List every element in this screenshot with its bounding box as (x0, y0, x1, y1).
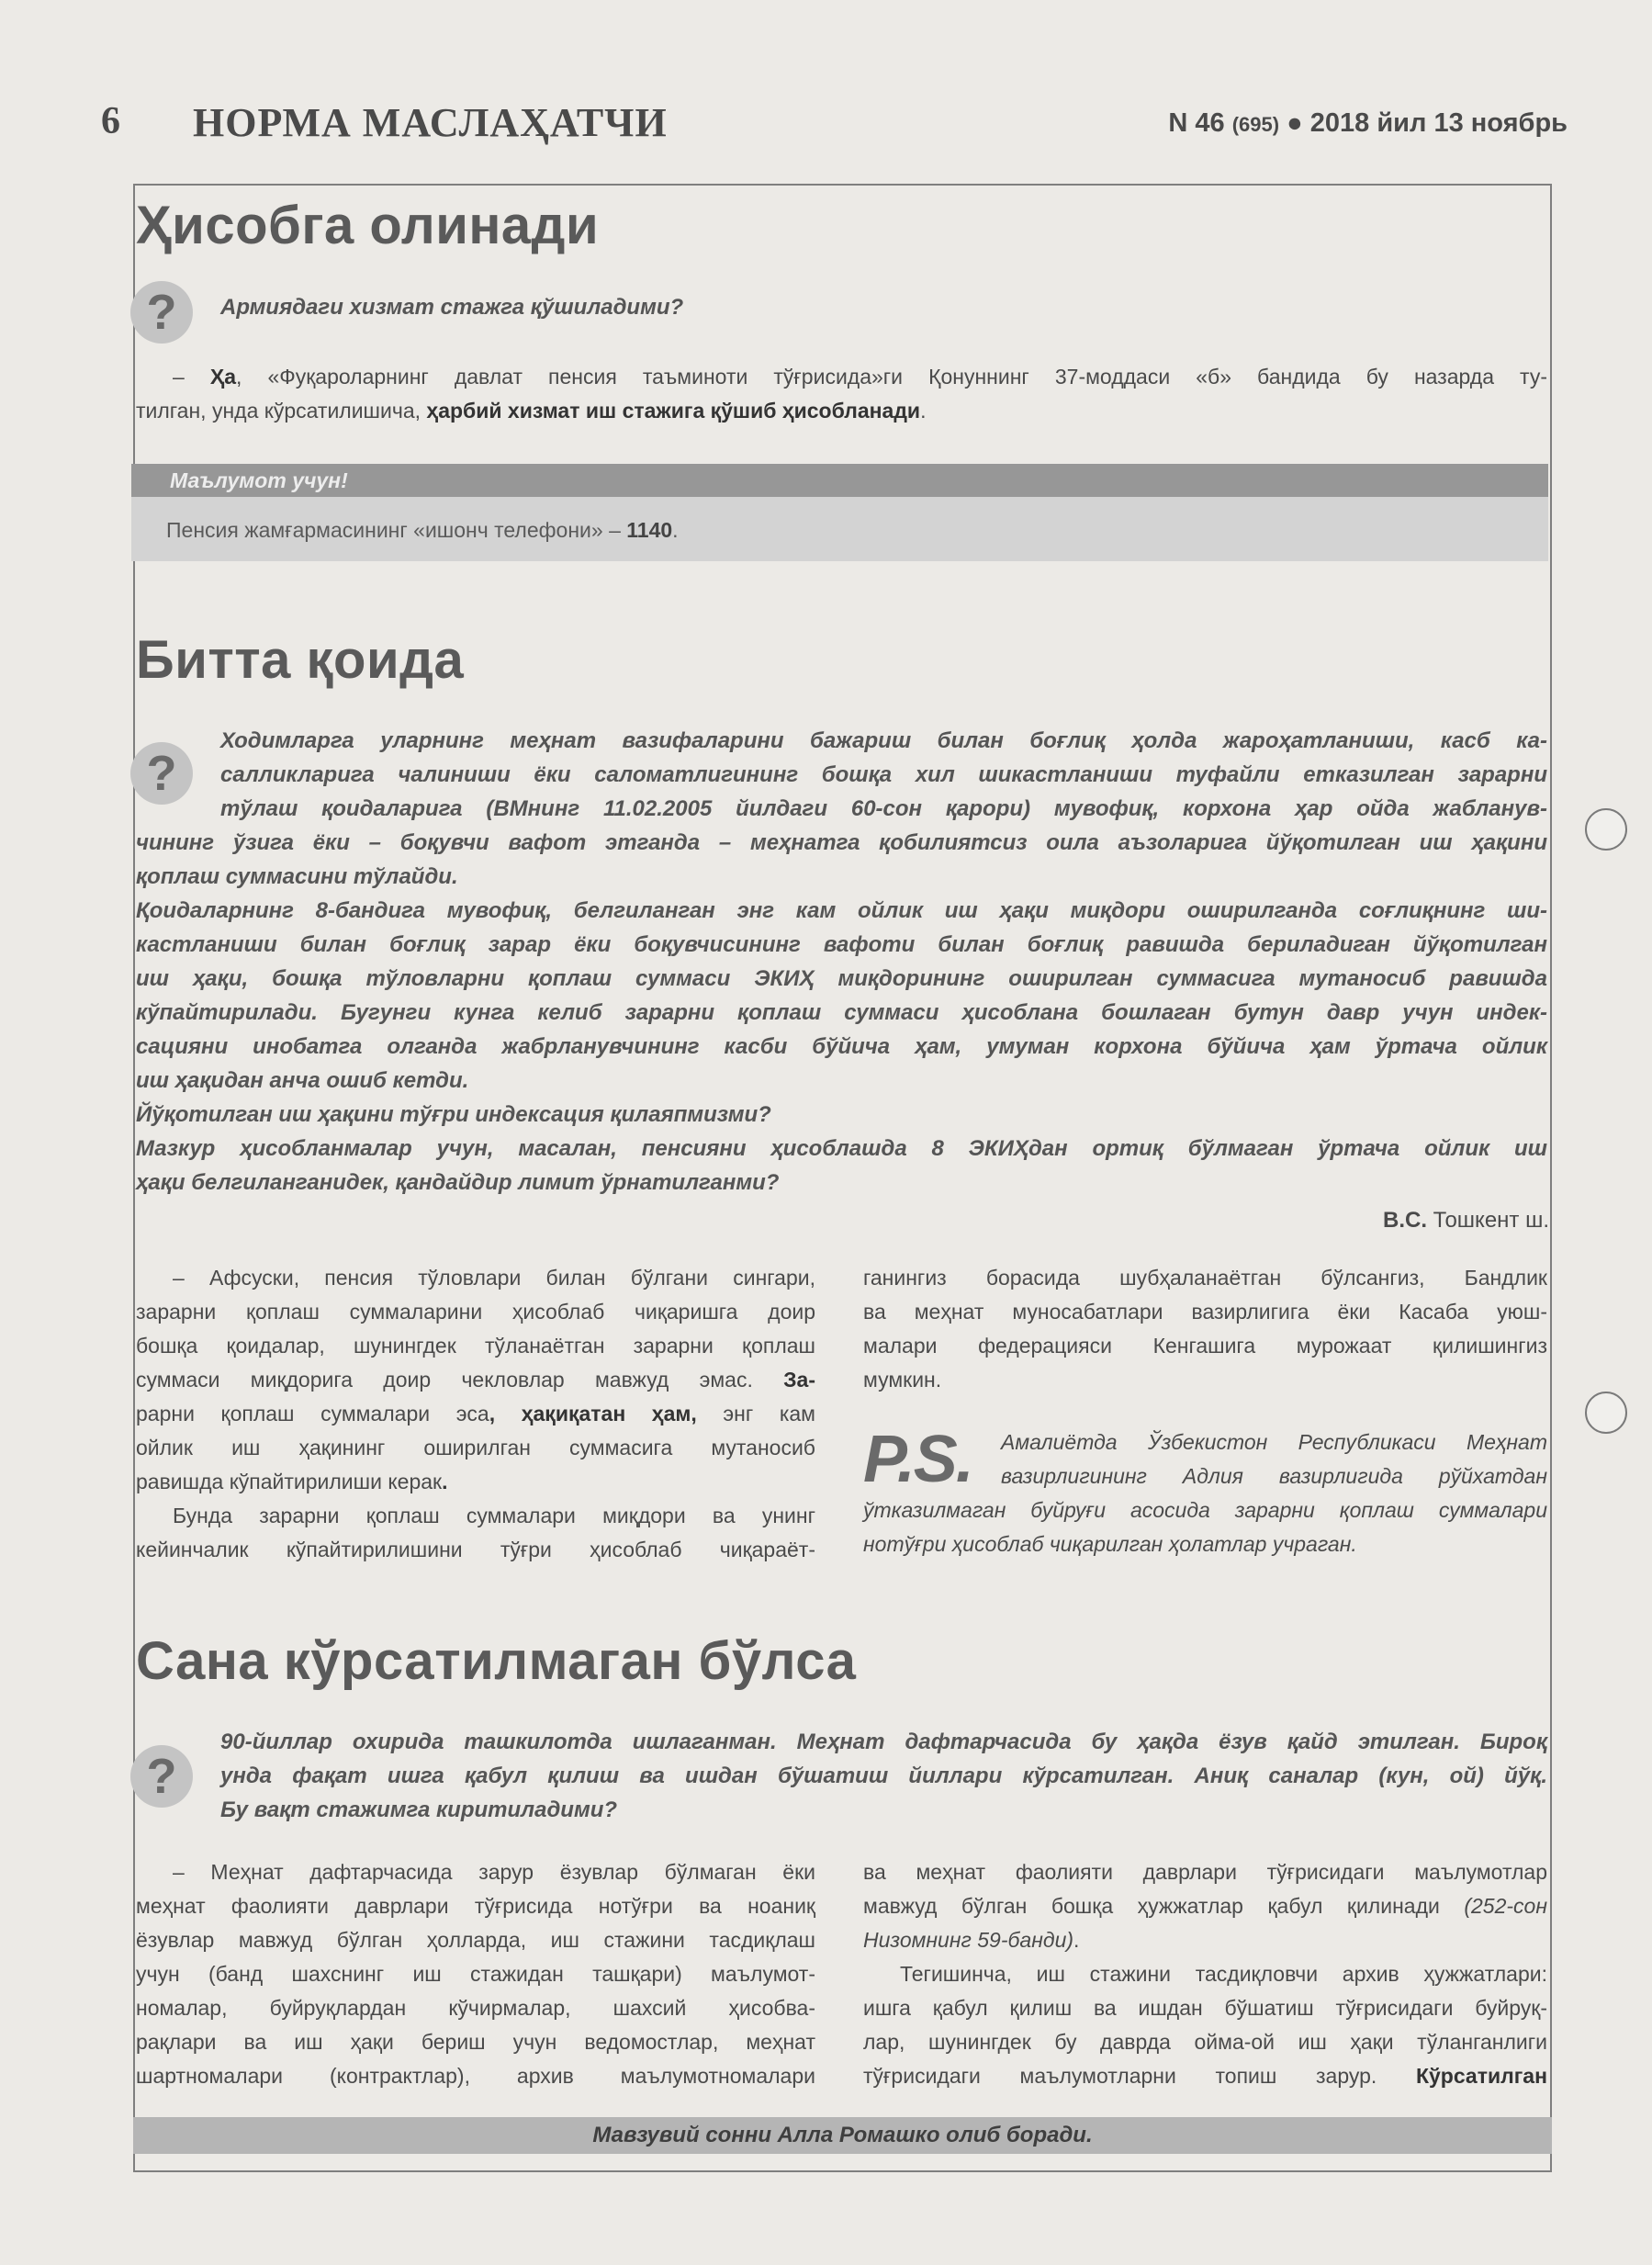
text-segment: Қоидаларнинг 8-бандига мувофиқ, белгиланган энг кам ойлик иш ҳақи миқдори оширилганда соғлиқнинг ши- (136, 898, 1547, 923)
ps-mark: P.S. (863, 1423, 972, 1496)
signature-city: Тошкент ш. (1433, 1208, 1549, 1233)
text-line (136, 928, 1547, 962)
text-line (136, 1098, 1547, 1132)
issue-number: N 46 (1168, 108, 1225, 138)
text-line (136, 2059, 815, 2093)
text-line (136, 1957, 815, 1991)
text-segment: ҳақи белгиланганидек, қандайдир лимит ўрнатилганми? (136, 1170, 780, 1195)
text-segment: ўтказилмаган буйруғи асосида зарарни қоплаш суммалари (863, 1498, 1547, 1522)
text-segment: – Афсуски, пенсия тўловлари билан бўлгани сингари, (173, 1266, 815, 1290)
text-line (863, 1261, 1547, 1295)
text-line (136, 1329, 815, 1363)
question-text (220, 1725, 1547, 1827)
binder-hole (1585, 808, 1627, 851)
text-segment: Йўқотилган иш ҳақини тўғри индексация қилаяпмизми? (136, 1102, 771, 1127)
text-segment: . (1073, 1928, 1080, 1952)
text-line (863, 1855, 1547, 1889)
bullet: ● (1287, 108, 1303, 138)
section-title: Сана кўрсатилмаган бўлса (136, 1631, 857, 1691)
text-line (863, 1923, 1547, 1957)
text-line (136, 1030, 1547, 1064)
text-line (863, 1527, 1547, 1561)
text-line (136, 792, 1547, 826)
emphasis-text: Низомнинг 59-банди) (863, 1928, 1074, 1952)
issue-serial: (695) (1231, 113, 1280, 136)
emphasis-text: Ҳа (209, 365, 236, 389)
text-segment: рақлари ва иш ҳақи бериш учун ведомостлар, меҳнат (136, 2030, 815, 2054)
text-line (136, 894, 1547, 928)
text-line (136, 1363, 815, 1397)
text-segment: қоплаш суммасини тўлайди. (136, 864, 458, 889)
text-line (136, 1397, 815, 1431)
emphasis-text: (252-сон (1464, 1894, 1547, 1918)
text-segment: вазирлигининг Адлия вазирлигида рўйхатдан (1001, 1464, 1547, 1488)
text-segment: унда фақат ишга қабул қилиш ва ишдан бўшатиш йиллари кўрсатилган. Аниқ саналар (кун, ой) йўқ. (220, 1764, 1547, 1788)
text-segment: ва меҳнат муносабатлари вазирлигига ёки Касаба уюш- (863, 1300, 1547, 1324)
text-segment: меҳнат фаолияти даврлари тўғрисида нотўғри ва ноаниқ (136, 1894, 815, 1918)
binder-hole (1585, 1392, 1627, 1434)
text-line (136, 962, 1547, 996)
text-segment: , «Фуқароларнинг давлат пенсия таъминоти тўғрисида»ги Қонуннинг 37-моддаси «б» бандида бу назарда ту- (236, 365, 1547, 389)
text-line (136, 724, 1547, 758)
question-text (136, 724, 1547, 1200)
text-line (136, 1923, 815, 1957)
text-segment: – Меҳнат дафтарчасида зарур ёзувлар бўлмаган ёки (173, 1860, 815, 1884)
text-segment: Мазкур ҳисобланмалар учун, масалан, пенсияни ҳисоблашда 8 ЭКИҲдан ортиқ бўлмаган ўртача ойлик иш (136, 1136, 1547, 1161)
text-segment: – (173, 365, 210, 389)
text-line (863, 1425, 1547, 1459)
text-line (863, 2025, 1547, 2059)
text-line (136, 1991, 815, 2025)
text-segment: учун (банд шахснинг иш стажидан ташқари) маълумот- (136, 1962, 815, 1986)
text-line (136, 1431, 815, 1465)
section-title: Ҳисобга олинади (136, 196, 600, 255)
text-segment: Бу вақт стажимга киритиладими? (220, 1797, 618, 1822)
text-line (136, 394, 1547, 428)
hotline-number: 1140 (626, 518, 673, 542)
text-line (136, 1465, 815, 1499)
publication-title: НОРМА МАСЛАҲАТЧИ (193, 100, 668, 145)
text-segment: иш ҳақидан анча ошиб кетди. (136, 1068, 469, 1093)
text-line (863, 1329, 1547, 1363)
text-segment: зарарни қоплаш суммаларини ҳисоблаб чиқаришга доир (136, 1300, 815, 1324)
answer-column-right (863, 1261, 1547, 1397)
text-line (863, 1295, 1547, 1329)
text-line (220, 1793, 1547, 1827)
text-line (136, 1295, 815, 1329)
question-icon: ? (130, 1745, 193, 1808)
text-line (220, 1725, 1547, 1759)
text-line (863, 1889, 1547, 1923)
text-line (220, 1759, 1547, 1793)
text-line (136, 2025, 815, 2059)
text-line (863, 1957, 1547, 1991)
text-line (136, 996, 1547, 1030)
text-segment: нотўғри ҳисоблаб чиқарилган ҳолатлар учраган. (863, 1532, 1357, 1556)
text-line (136, 826, 1547, 860)
text-line (136, 1064, 1547, 1098)
ps-text (863, 1425, 1547, 1561)
text-segment: Тегишинча, иш стажини тасдиқловчи архив ҳужжатлари: (900, 1962, 1547, 1986)
section-title: Битта қоида (136, 630, 465, 690)
text-line (136, 860, 1547, 894)
text-line (863, 1991, 1547, 2025)
text-segment: Ходимларга уларнинг меҳнат вазифаларини бажариш билан боғлиқ ҳолда жароҳатланиши, касб ка- (220, 728, 1547, 753)
text-segment: тилган, унда кўрсатилишича, (136, 399, 427, 423)
text-segment: ганингиз борасида шубҳаланаётган бўлсангиз, Бандлик (863, 1266, 1547, 1290)
question-icon: ? (130, 742, 193, 805)
info-text: Пенсия жамғармасининг «ишонч телефони» – (166, 518, 621, 542)
text-segment: 90-йиллар охирида ташкилотда ишлаганман. Меҳнат дафтарчасида бу ҳақда ёзув қайд этилган. Бироқ (220, 1730, 1547, 1754)
question-icon: ? (130, 281, 193, 344)
text-segment: тўғрисидаги маълумотларни топиш зарур. (863, 2064, 1416, 2088)
text-line (136, 1499, 815, 1533)
text-segment: кўпайтирилади. Бугунги кунга келиб зарарни қоплаш суммаси ҳисоблана бошлаган бутун давр учун индек- (136, 1000, 1547, 1025)
text-segment: мумкин. (863, 1368, 942, 1392)
page-number: 6 (101, 100, 120, 142)
text-segment: рарни қоплаш суммалари эса (136, 1402, 489, 1425)
text-line (136, 758, 1547, 792)
issue-date: 2018 йил 13 ноябрь (1309, 108, 1568, 138)
text-segment: тўлаш қоидаларига (ВМнинг 11.02.2005 йилдаги 60-сон қарори) мувофиқ, корхона ҳар ойда жабланув- (220, 796, 1547, 821)
text-line (136, 1855, 815, 1889)
text-segment: сацияни инобатга олганда жабрланувчининг касби бўйича ҳам, умуман корхона бўйича ҳам ўртача ойлик (136, 1034, 1547, 1059)
text-line (136, 1889, 815, 1923)
text-segment: иш ҳақи, бошқа тўловларни қоплаш суммаси ЭКИҲ миқдорининг оширилган суммасига мутаносиб равишда (136, 966, 1547, 991)
text-segment: лар, шунингдек бу даврда ойма-ой иш ҳақи тўланганлиги (863, 2030, 1547, 2054)
text-segment: ойлик иш ҳақининг оширилган суммасига мутаносиб (136, 1436, 815, 1459)
emphasis-text: . (442, 1470, 448, 1493)
text-segment: кейинчалик кўпайтирилишини тўғри ҳисоблаб чиқараёт- (136, 1538, 815, 1561)
text-line (863, 1363, 1547, 1397)
text-segment: ва меҳнат фаолияти даврлари тўғрисидаги маълумотлар (863, 1860, 1547, 1884)
issue-info (1168, 108, 1568, 139)
editor-credit: Мавзувий сонни Алла Ромашко олиб боради. (133, 2117, 1552, 2154)
info-box-title: Маълумот учун! (131, 464, 1548, 497)
info-end: . (672, 518, 679, 542)
text-line (863, 1459, 1547, 1493)
text-segment: малари федерацияси Кенгашига мурожаат қилишингиз (863, 1334, 1547, 1358)
emphasis-text: ҳарбий хизмат иш стажига қўшиб ҳисобланади (426, 399, 921, 423)
text-segment: ишга қабул қилиш ва ишдан бўшатиш тўғрисидаги буйруқ- (863, 1996, 1547, 2020)
text-line (136, 360, 1547, 394)
text-segment: чининг ўзига ёки – боқувчи вафот этганда – меҳнатга қобилиятсиз оила аъзоларига йўқотилган иш ҳақини (136, 830, 1547, 855)
text-line (136, 1166, 1547, 1200)
text-line (863, 1493, 1547, 1527)
question-text: Армиядаги хизмат стажга қўшиладими? (220, 295, 684, 320)
emphasis-text: , ҳақиқатан ҳам, (489, 1402, 724, 1425)
text-line (863, 2059, 1547, 2093)
text-segment: мавжуд бўлган бошқа ҳужжатлар қабул қилинади (863, 1894, 1465, 1918)
text-line (136, 1132, 1547, 1166)
text-segment: шартномалари (контрактлар), архив маълумотномалари (136, 2064, 815, 2088)
text-segment: бошқа қоидалар, шунингдек тўланаётган зарарни қоплаш (136, 1334, 815, 1358)
text-segment: равишда кўпайтирилиши керак (136, 1470, 443, 1493)
emphasis-text: За- (783, 1368, 815, 1392)
text-segment: . (920, 399, 927, 423)
text-segment: суммаси миқдорига доир чекловлар мавжуд эмас. (136, 1368, 784, 1392)
emphasis-text: Кўрсатилган (1415, 2064, 1547, 2088)
answer-column-left (136, 1855, 815, 2093)
text-segment: энг кам (723, 1402, 815, 1425)
text-segment: номалар, буйруқлардан кўчирмалар, шахсий ҳисобва- (136, 1996, 815, 2020)
text-segment: ёзувлар мавжуд бўлган ҳолларда, иш стажини тасдиқлаш (136, 1928, 815, 1952)
text-segment: салликларига чалиниши ёки саломатлигининг бошқа хил шикастланиши туфайли етказилган зарарни (220, 762, 1547, 787)
answer-text (136, 360, 1547, 428)
text-line (136, 1261, 815, 1295)
answer-column-left (136, 1261, 815, 1567)
signature (1383, 1208, 1549, 1234)
text-segment: кастланиши билан боғлиқ зарар ёки боқувчисининг вафоти билан боғлиқ равишда бериладиган йўқотилган (136, 932, 1547, 957)
text-line (136, 1533, 815, 1567)
signature-initials: В.С. (1382, 1208, 1427, 1233)
info-box-body (131, 497, 1548, 561)
text-segment: Амалиётда Ўзбекистон Республикаси Меҳнат (1001, 1430, 1547, 1454)
text-segment: Бунда зарарни қоплаш суммалари миқдори ва унинг (173, 1504, 815, 1527)
answer-column-right (863, 1855, 1547, 2093)
